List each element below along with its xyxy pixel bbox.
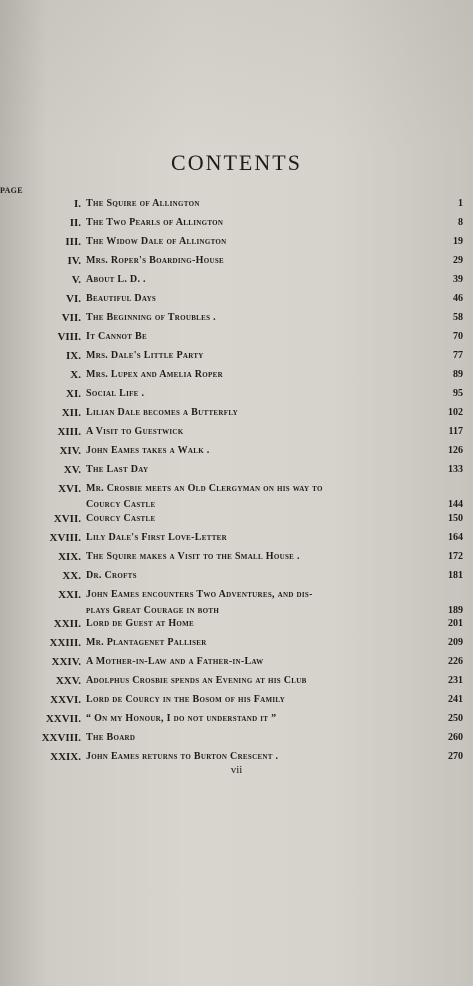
- toc-entry: [0, 513, 473, 533]
- chapter-title: Lord de Courcy in the Bosom of his Family: [86, 694, 286, 705]
- page-number: 250: [448, 713, 463, 724]
- chapter-number: VI.: [66, 293, 81, 305]
- chapter-title: A Mother-in-Law and a Father-in-Law: [86, 656, 264, 667]
- page-number: 209: [448, 637, 463, 648]
- chapter-title: Beautiful Days: [86, 293, 157, 304]
- toc-entry: [0, 656, 473, 676]
- toc-entry: [0, 369, 473, 389]
- toc-entry: [0, 198, 473, 218]
- page-folio: vii: [230, 764, 243, 776]
- page-number: 19: [453, 236, 463, 247]
- chapter-title: Social Life .: [86, 388, 145, 399]
- chapter-title: Mr. Crosbie meets an Old Clergyman on his way to: [86, 483, 323, 494]
- chapter-title: Mrs. Dale's Little Party: [86, 350, 204, 361]
- chapter-number: XXVI.: [50, 694, 81, 706]
- toc-entry: [0, 407, 473, 427]
- toc-entry: [0, 675, 473, 695]
- chapter-number: XXVIII.: [41, 732, 81, 744]
- chapter-title: Adolphus Crosbie spends an Evening at his Club: [86, 675, 307, 686]
- toc-entry: [0, 388, 473, 408]
- chapter-title: The Board: [86, 732, 136, 743]
- toc-entry: [0, 713, 473, 733]
- chapter-title: The Beginning of Troubles .: [86, 312, 216, 323]
- page-number: 126: [448, 445, 463, 456]
- chapter-title: Courcy Castle: [86, 513, 156, 524]
- toc-entry: [0, 217, 473, 237]
- chapter-number: XII.: [61, 407, 81, 419]
- page-number: 70: [453, 331, 463, 342]
- toc-entry: [0, 464, 473, 484]
- chapter-title: About L. D. .: [86, 274, 146, 285]
- page-number: 117: [448, 426, 463, 437]
- toc-entry: [0, 637, 473, 657]
- toc-entry: [0, 589, 473, 616]
- toc-entry: [0, 570, 473, 590]
- chapter-number: III.: [65, 236, 81, 248]
- toc-entry: [0, 532, 473, 552]
- chapter-number: VII.: [61, 312, 81, 324]
- page-number: 164: [448, 532, 463, 543]
- chapter-title: Mr. Plantagenet Palliser: [86, 637, 207, 648]
- chapter-title: The Widow Dale of Allington: [86, 236, 227, 247]
- toc-entry: [0, 331, 473, 351]
- chapter-title: The Squire makes a Visit to the Small House .: [86, 551, 300, 562]
- toc-entry: [0, 293, 473, 313]
- chapter-number: XXIX.: [50, 751, 81, 763]
- page-number: 29: [453, 255, 463, 266]
- page-number: 8: [458, 217, 463, 228]
- page-number: 150: [448, 513, 463, 524]
- chapter-title: Mrs. Lupex and Amelia Roper: [86, 369, 223, 380]
- page-number: 231: [448, 675, 463, 686]
- toc-entry: [0, 255, 473, 275]
- page-number: 89: [453, 369, 463, 380]
- chapter-number: XIV.: [59, 445, 81, 457]
- chapter-title: The Squire of Allington: [86, 198, 200, 209]
- toc-entry: [0, 312, 473, 332]
- toc-entry: [0, 551, 473, 571]
- chapter-number: XI.: [66, 388, 81, 400]
- chapter-number: IV.: [67, 255, 81, 267]
- chapter-title: The Two Pearls of Allington: [86, 217, 224, 228]
- page-number: 181: [448, 570, 463, 581]
- chapter-number: XX.: [62, 570, 81, 582]
- chapter-number: II.: [69, 217, 81, 229]
- page-number: 95: [453, 388, 463, 399]
- toc-entry: [0, 483, 473, 510]
- page-number: 39: [453, 274, 463, 285]
- chapter-title: Lilian Dale becomes a Butterfly: [86, 407, 239, 418]
- chapter-number: XIX.: [58, 551, 81, 563]
- chapter-title: Lord de Guest at Home: [86, 618, 195, 629]
- chapter-number: XV.: [63, 464, 81, 476]
- chapter-number: XXII.: [53, 618, 81, 630]
- page-number: 58: [453, 312, 463, 323]
- chapter-number: XXIII.: [49, 637, 81, 649]
- page-number: 201: [448, 618, 463, 629]
- toc-entry: [0, 350, 473, 370]
- toc-entry: [0, 445, 473, 465]
- page-column-label: PAGE: [0, 186, 473, 986]
- chapter-number: X.: [70, 369, 81, 381]
- chapter-title-continued: plays Great Courage in both: [86, 605, 220, 616]
- page-number: 77: [453, 350, 463, 361]
- contents-heading: CONTENTS: [171, 150, 302, 175]
- chapter-number: XXVII.: [45, 713, 81, 725]
- page-number: 102: [448, 407, 463, 418]
- page-number: 270: [448, 751, 463, 762]
- chapter-title: Dr. Crofts: [86, 570, 137, 581]
- page-number: 189: [448, 605, 463, 616]
- chapter-number: IX.: [66, 350, 81, 362]
- page-number: 260: [448, 732, 463, 743]
- chapter-title: John Eames encounters Two Adventures, and dis-: [86, 589, 313, 600]
- chapter-title: “ On my Honour, I do not understand it ”: [86, 713, 277, 724]
- page-number: 226: [448, 656, 463, 667]
- chapter-number: XVIII.: [49, 532, 81, 544]
- chapter-title: The Last Day: [86, 464, 149, 475]
- page-shading: [0, 0, 473, 150]
- chapter-title: John Eames returns to Burton Crescent .: [86, 751, 279, 762]
- page-number: 1: [458, 198, 463, 209]
- toc-entry: [0, 426, 473, 446]
- page-number: 133: [448, 464, 463, 475]
- chapter-title: John Eames takes a Walk .: [86, 445, 210, 456]
- chapter-number: XXV.: [55, 675, 81, 687]
- chapter-number: XXIV.: [51, 656, 81, 668]
- chapter-number: VIII.: [57, 331, 81, 343]
- toc-entry: [0, 694, 473, 714]
- chapter-number: V.: [71, 274, 81, 286]
- page-number: 46: [453, 293, 463, 304]
- chapter-number: I.: [73, 198, 81, 210]
- chapter-title: A Visit to Guestwick: [86, 426, 184, 437]
- toc-entry: [0, 236, 473, 256]
- chapter-title-continued: Courcy Castle: [86, 499, 156, 510]
- chapter-title: It Cannot Be: [86, 331, 148, 342]
- chapter-title: Lily Dale's First Love-Letter: [86, 532, 227, 543]
- toc-entry: [0, 618, 473, 638]
- chapter-number: XIII.: [57, 426, 81, 438]
- page-number: 144: [448, 499, 463, 510]
- chapter-title: Mrs. Roper's Boarding-House: [86, 255, 224, 266]
- toc-entry: [0, 274, 473, 294]
- page-number: 172: [448, 551, 463, 562]
- chapter-number: XXI.: [58, 589, 81, 601]
- chapter-number: XVII.: [53, 513, 81, 525]
- page-number: 241: [448, 694, 463, 705]
- toc-entry: [0, 732, 473, 752]
- chapter-number: XVI.: [58, 483, 81, 495]
